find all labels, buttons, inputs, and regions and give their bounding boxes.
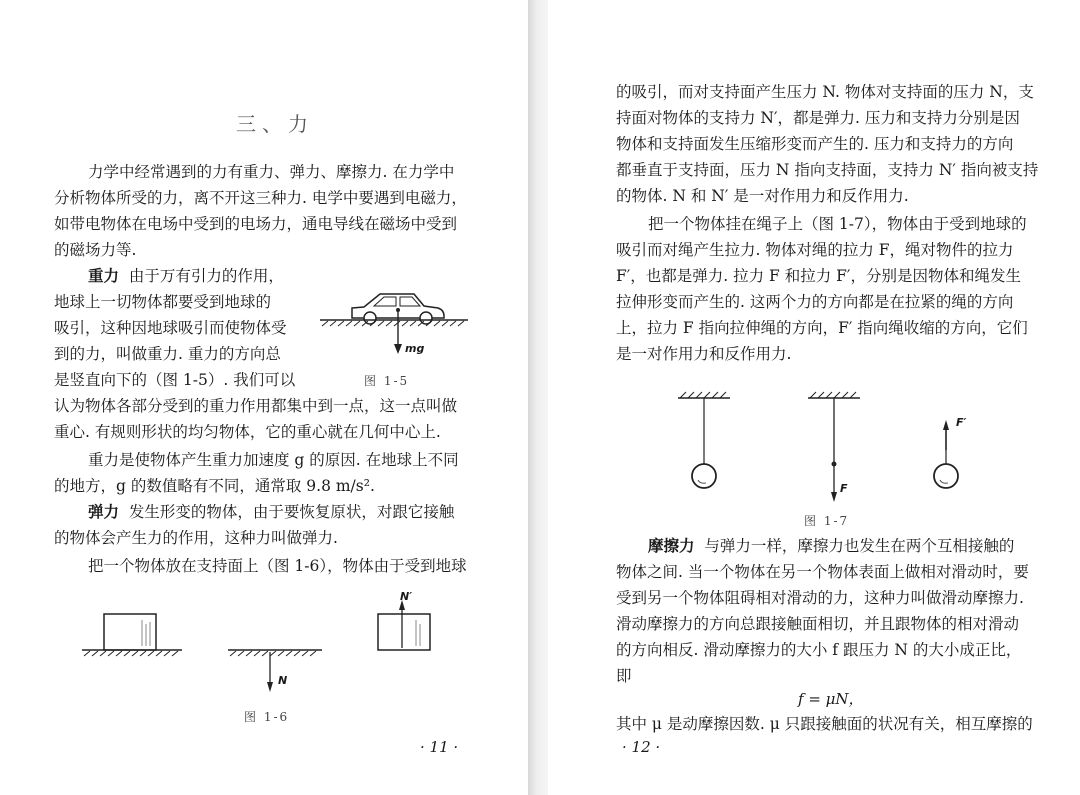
page-number: · 12 · [622,738,661,756]
elastic-paragraph-start [88,502,454,522]
paragraph-line: 其中 μ 是动摩擦因数. μ 只跟接触面的状况有关，相互摩擦的 [616,715,1033,733]
paragraph-line: 吸引而对绳产生拉力. 物体对绳的拉力 F，绳对物件的拉力 [616,241,1014,259]
paragraph-text: 与弹力一样，摩擦力也发生在两个互相接触的 [704,537,1015,555]
right-page [548,0,1080,795]
paragraph-line: 滑动摩擦力的方向总跟接触面相切，并且跟物体的相对滑动 [616,615,1020,633]
f-prime-label: F′ [956,416,967,429]
term-elastic: 弹力 [88,502,120,521]
paragraph-line: 的地方，g 的数值略有不同，通常取 9.8 m/s². [54,477,375,495]
paragraph-line: 的物体. N 和 N′ 是一对作用力和反作用力. [616,187,909,205]
paragraph-line: 力学中经常遇到的力有重力、弹力、摩擦力. 在力学中 [88,163,455,181]
n-label: N [278,674,288,687]
paragraph-line: 即 [616,667,632,685]
paragraph-line: 认为物体各部分受到的重力作用都集中到一点，这一点叫做 [54,397,458,415]
paragraph-line: 是一对作用力和反作用力. [616,345,792,363]
friction-paragraph-start [648,536,1014,556]
paragraph-line: 重心. 有规则形状的均匀物体，它的重心就在几何中心上. [54,423,441,441]
friction-formula: f = μN， [798,690,864,708]
paragraph-line: 吸引，这种因地球吸引而使物体受 [54,319,287,337]
section-title: 三、力 [236,112,314,136]
support-surface-diagram [82,586,422,726]
paragraph-text: 由于万有引力的作用， [128,267,284,285]
figure-caption: 图 1-7 [804,514,850,528]
paragraph-line: 的方向相反. 滑动摩擦力的大小 f 跟压力 N 的大小成正比， [616,641,1022,659]
left-page [0,0,528,795]
figure-caption: 图 1-5 [364,374,410,388]
mg-label: mg [405,342,425,355]
paragraph-line: 拉伸形变而产生的. 这两个力的方向都是在拉紧的绳的方向 [616,293,1014,311]
paragraph-line: 上，拉力 F 指向拉伸绳的方向，F′ 指向绳收缩的方向，它们 [616,319,1028,337]
figure-caption: 图 1-6 [244,710,290,724]
paragraph-line: 物体和支持面发生压缩形变而产生的. 压力和支持力的方向 [616,135,1014,153]
gravity-paragraph-start [88,266,284,286]
paragraph-line: 如带电物体在电场中受到的电场力，通电导线在磁场中受到 [54,215,458,233]
f-label: F [840,482,848,495]
paragraph-text: 发生形变的物体，由于要恢复原状，对跟它接触 [128,503,455,521]
paragraph-line: 持面对物体的支持力 N′，都是弹力. 压力和支持力分别是因 [616,109,1020,127]
figure-1-7 [668,388,998,530]
paragraph-line: 的物体会产生力的作用，这种力叫做弹力. [54,529,338,547]
paragraph-line: 都垂直于支持面，压力 N 指向支持面，支持力 N′ 指向被支持 [616,161,1039,179]
paragraph-line: 受到另一个物体阻碍相对滑动的力，这种力叫做滑动摩擦力. [616,589,1024,607]
term-friction: 摩擦力 [648,536,695,555]
page-number: · 11 · [420,738,459,756]
paragraph-line: 是竖直向下的（图 1-5）. 我们可以 [54,371,296,389]
paragraph-line: F′，也都是弹力. 拉力 F 和拉力 F′，分别是因物体和绳发生 [616,267,1021,285]
paragraph-line: 的吸引，而对支持面产生压力 N. 物体对支持面的压力 N，支 [616,83,1034,101]
book-gutter [528,0,548,795]
n-prime-label: N′ [400,590,413,603]
paragraph-line: 把一个物体挂在绳子上（图 1-7），物体由于受到地球的 [648,215,1027,233]
paragraph-line: 分析物体所受的力，离不开这三种力. 电学中要遇到电磁力， [54,189,467,207]
paragraph-line: 把一个物体放在支持面上（图 1-6），物体由于受到地球 [88,557,467,575]
figure-1-5 [318,284,478,388]
car-on-ground-diagram [318,284,478,384]
hanging-object-diagram [668,388,998,530]
figure-1-6 [82,586,422,726]
paragraph-line: 到的力，叫做重力. 重力的方向总 [54,345,281,363]
paragraph-line: 地球上一切物体都要受到地球的 [54,293,272,311]
paragraph-line: 物体之间. 当一个物体在另一个物体表面上做相对滑动时，要 [616,563,1029,581]
paragraph-line: 重力是使物体产生重力加速度 g 的原因. 在地球上不同 [88,451,459,469]
term-gravity: 重力 [88,266,120,285]
paragraph-line: 的磁场力等. [54,241,137,259]
